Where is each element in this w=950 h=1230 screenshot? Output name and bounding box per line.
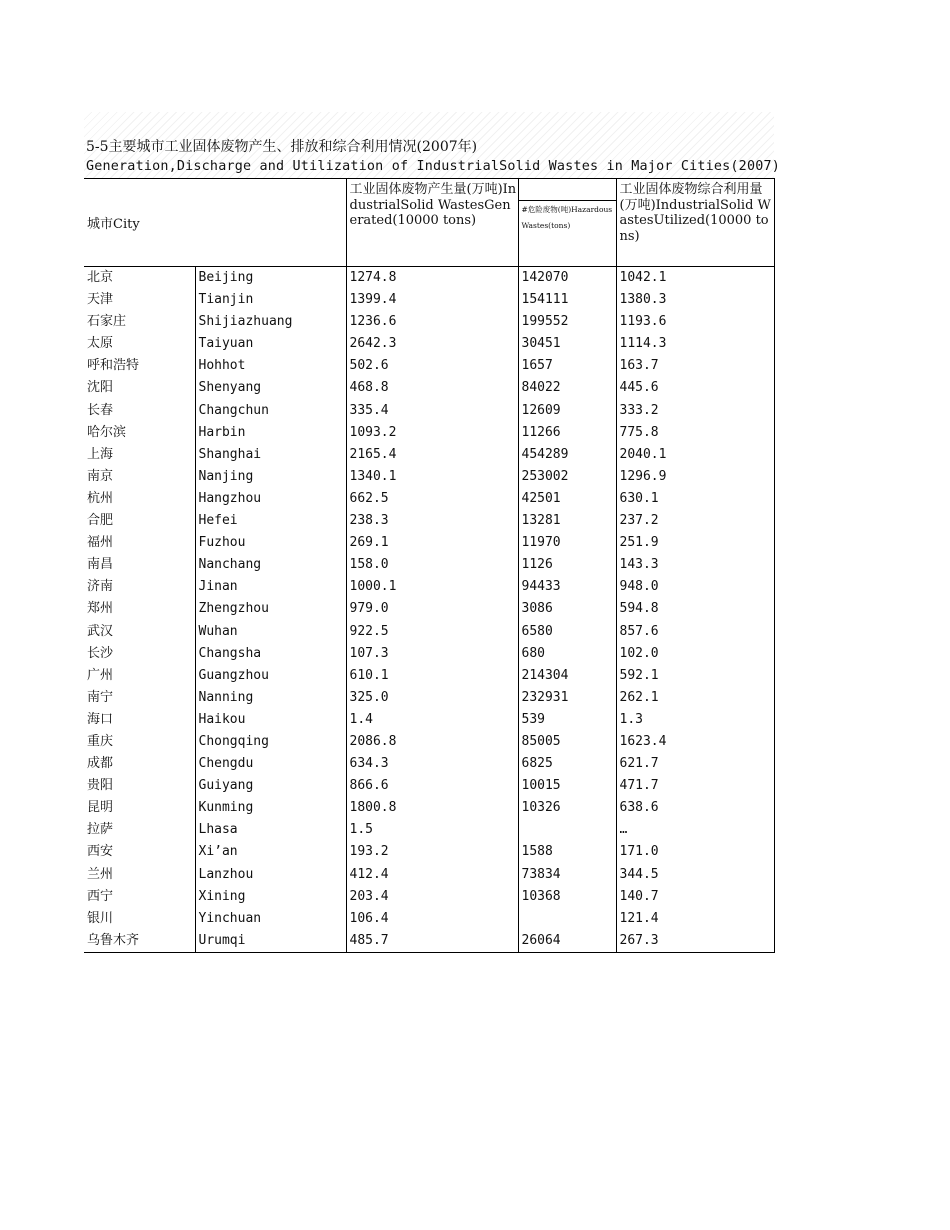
city-name-chinese: 太原 [87,336,114,352]
hazardous-value: 12609 [518,400,616,422]
table-row [84,488,774,510]
hazardous-value: 11970 [518,532,616,554]
generated-value: 1.4 [346,709,518,731]
utilized-value: … [616,819,774,841]
generated-value: 468.8 [346,377,518,399]
generated-value: 412.4 [346,864,518,886]
header-row [84,179,774,267]
utilized-value: 333.2 [616,400,774,422]
hazardous-value: 84022 [518,377,616,399]
city-name-english: Chongqing [195,731,346,753]
hazardous-value: 454289 [518,444,616,466]
hazardous-value: 6580 [518,621,616,643]
table-row [84,908,774,930]
generated-value: 325.0 [346,687,518,709]
city-name-chinese: 郑州 [87,601,114,617]
utilized-value: 267.3 [616,930,774,953]
utilized-value: 621.7 [616,753,774,775]
table-row [84,687,774,709]
city-name-english: Yinchuan [195,908,346,930]
city-name-english: Nanchang [195,554,346,576]
hazardous-value: 232931 [518,687,616,709]
city-name-chinese: 南宁 [87,689,114,705]
hazardous-value: 10015 [518,775,616,797]
generated-value: 1399.4 [346,289,518,311]
table-title-english: Generation,Discharge and Utilization of IndustrialSolid Wastes in Major Cities(2007) [86,159,780,174]
generated-value: 107.3 [346,643,518,665]
utilized-value: 592.1 [616,665,774,687]
utilized-value: 445.6 [616,377,774,399]
generated-value: 662.5 [346,488,518,510]
table-row [84,775,774,797]
utilized-value: 857.6 [616,621,774,643]
city-name-chinese: 兰州 [87,866,114,882]
city-name-chinese: 上海 [87,446,114,462]
table-row [84,444,774,466]
utilized-value: 344.5 [616,864,774,886]
city-name-chinese: 石家庄 [87,314,127,330]
table-row [84,422,774,444]
header-utilized: 工业固体废物综合利用量(万吨)IndustrialSolid WastesUtilized(10000 tons) [616,179,774,267]
hazardous-value: 30451 [518,333,616,355]
table-row [84,466,774,488]
hazardous-value: 13281 [518,510,616,532]
city-name-chinese: 南昌 [87,557,114,573]
city-name-english: Shenyang [195,377,346,399]
hazardous-value: 11266 [518,422,616,444]
city-name-chinese: 北京 [87,270,114,285]
hazardous-value [518,908,616,930]
utilized-value: 1193.6 [616,311,774,333]
utilized-value: 1623.4 [616,731,774,753]
city-name-english: Nanjing [195,466,346,488]
hazardous-value: 26064 [518,930,616,953]
city-name-english: Xi’an [195,841,346,863]
generated-value: 1093.2 [346,422,518,444]
generated-value: 1236.6 [346,311,518,333]
table-row [84,930,774,953]
header-hazardous: #危险废物(吨)HazardousWastes(tons) [519,200,616,266]
generated-value: 485.7 [346,930,518,953]
hazardous-value: 539 [518,709,616,731]
city-name-chinese: 哈尔滨 [87,424,127,440]
utilized-value: 143.3 [616,554,774,576]
city-name-chinese: 呼和浩特 [87,358,140,374]
generated-value: 1000.1 [346,576,518,598]
city-name-english: Changsha [195,643,346,665]
hazardous-value: 199552 [518,311,616,333]
city-name-english: Beijing [195,267,346,290]
generated-value: 610.1 [346,665,518,687]
table-row [84,598,774,620]
city-name-english: Jinan [195,576,346,598]
generated-value: 922.5 [346,621,518,643]
header-hazardous-cell [518,179,616,267]
table-row [84,355,774,377]
hazardous-value: 253002 [518,466,616,488]
utilized-value: 471.7 [616,775,774,797]
city-name-english: Tianjin [195,289,346,311]
city-name-english: Hefei [195,510,346,532]
generated-value: 238.3 [346,510,518,532]
table-row [84,643,774,665]
table-row [84,267,774,290]
generated-value: 106.4 [346,908,518,930]
table-row [84,554,774,576]
city-name-english: Chengdu [195,753,346,775]
generated-value: 193.2 [346,841,518,863]
city-name-chinese: 拉萨 [87,822,114,838]
city-name-chinese: 南京 [87,468,114,484]
city-name-english: Changchun [195,400,346,422]
hazardous-value: 1126 [518,554,616,576]
table-row [84,311,774,333]
city-name-english: Haikou [195,709,346,731]
table-row [84,289,774,311]
city-name-chinese: 长沙 [87,645,114,661]
generated-value: 1800.8 [346,797,518,819]
hazardous-value: 214304 [518,665,616,687]
city-name-english: Nanning [195,687,346,709]
utilized-value: 594.8 [616,598,774,620]
city-name-chinese: 昆明 [87,800,114,816]
utilized-value: 2040.1 [616,444,774,466]
table-row [84,377,774,399]
generated-value: 866.6 [346,775,518,797]
generated-value: 269.1 [346,532,518,554]
city-name-chinese: 合肥 [87,513,114,529]
city-name-chinese: 西安 [87,844,114,860]
utilized-value: 630.1 [616,488,774,510]
utilized-value: 102.0 [616,643,774,665]
table-row [84,731,774,753]
table-title-chinese: 5-5主要城市工业固体废物产生、排放和综合利用情况(2007年) [86,139,478,155]
generated-value: 2086.8 [346,731,518,753]
hazardous-value: 680 [518,643,616,665]
city-name-english: Taiyuan [195,333,346,355]
hazardous-value [518,819,616,841]
hazardous-value: 73834 [518,864,616,886]
generated-value: 1.5 [346,819,518,841]
table-row [84,576,774,598]
utilized-value: 948.0 [616,576,774,598]
city-name-chinese: 银川 [87,910,114,926]
utilized-value: 121.4 [616,908,774,930]
city-name-chinese: 成都 [87,756,114,772]
city-name-chinese: 沈阳 [87,380,114,396]
generated-value: 1274.8 [346,267,518,290]
hazardous-value: 85005 [518,731,616,753]
utilized-value: 638.6 [616,797,774,819]
table-row [84,333,774,355]
utilized-value: 1042.1 [616,267,774,290]
city-name-english: Zhengzhou [195,598,346,620]
table-row [84,797,774,819]
city-name-chinese: 广州 [87,667,114,683]
city-name-english: Hangzhou [195,488,346,510]
city-name-chinese: 福州 [87,535,114,551]
city-name-english: Kunming [195,797,346,819]
waste-data-table [84,178,775,953]
utilized-value: 140.7 [616,886,774,908]
generated-value: 158.0 [346,554,518,576]
table-row [84,510,774,532]
utilized-value: 237.2 [616,510,774,532]
hazardous-value: 142070 [518,267,616,290]
utilized-value: 1114.3 [616,333,774,355]
utilized-value: 251.9 [616,532,774,554]
utilized-value: 1.3 [616,709,774,731]
table-row [84,841,774,863]
hazardous-value: 3086 [518,598,616,620]
city-name-chinese: 海口 [87,711,114,727]
city-name-english: Urumqi [195,930,346,953]
generated-value: 979.0 [346,598,518,620]
generated-value: 335.4 [346,400,518,422]
city-name-english: Guiyang [195,775,346,797]
city-name-english: Lhasa [195,819,346,841]
utilized-value: 1296.9 [616,466,774,488]
generated-value: 2165.4 [346,444,518,466]
utilized-value: 775.8 [616,422,774,444]
city-name-english: Guangzhou [195,665,346,687]
utilized-value: 163.7 [616,355,774,377]
city-name-english: Shanghai [195,444,346,466]
city-name-chinese: 天津 [87,292,114,308]
city-name-english: Fuzhou [195,532,346,554]
generated-value: 502.6 [346,355,518,377]
table-row [84,753,774,775]
generated-value: 2642.3 [346,333,518,355]
hazardous-value: 10368 [518,886,616,908]
city-name-chinese: 武汉 [87,623,114,639]
header-generated: 工业固体废物产生量(万吨)IndustrialSolid WastesGenerated(10000 tons) [346,179,518,267]
city-name-english: Shijiazhuang [195,311,346,333]
city-name-english: Wuhan [195,621,346,643]
utilized-value: 171.0 [616,841,774,863]
table-row [84,400,774,422]
city-name-chinese: 贵阳 [87,778,114,794]
hazardous-value: 94433 [518,576,616,598]
city-name-chinese: 西宁 [87,888,114,904]
hazardous-value: 10326 [518,797,616,819]
table-row [84,886,774,908]
city-name-english: Lanzhou [195,864,346,886]
city-name-chinese: 乌鲁木齐 [84,930,195,953]
table-row [84,665,774,687]
hazardous-value: 154111 [518,289,616,311]
table-row [84,532,774,554]
city-name-english: Hohhot [195,355,346,377]
city-name-english: Harbin [195,422,346,444]
table-row [84,819,774,841]
hazardous-value: 1588 [518,841,616,863]
city-name-chinese: 济南 [87,579,114,595]
header-city: 城市City [84,179,346,267]
city-name-chinese: 重庆 [87,733,114,749]
generated-value: 634.3 [346,753,518,775]
hazardous-value: 1657 [518,355,616,377]
utilized-value: 262.1 [616,687,774,709]
city-name-chinese: 长春 [87,402,114,418]
hazardous-value: 42501 [518,488,616,510]
generated-value: 1340.1 [346,466,518,488]
table-row [84,709,774,731]
table-row [84,864,774,886]
city-name-english: Xining [195,886,346,908]
city-name-chinese: 杭州 [87,490,114,506]
generated-value: 203.4 [346,886,518,908]
utilized-value: 1380.3 [616,289,774,311]
table-row [84,621,774,643]
hazardous-value: 6825 [518,753,616,775]
